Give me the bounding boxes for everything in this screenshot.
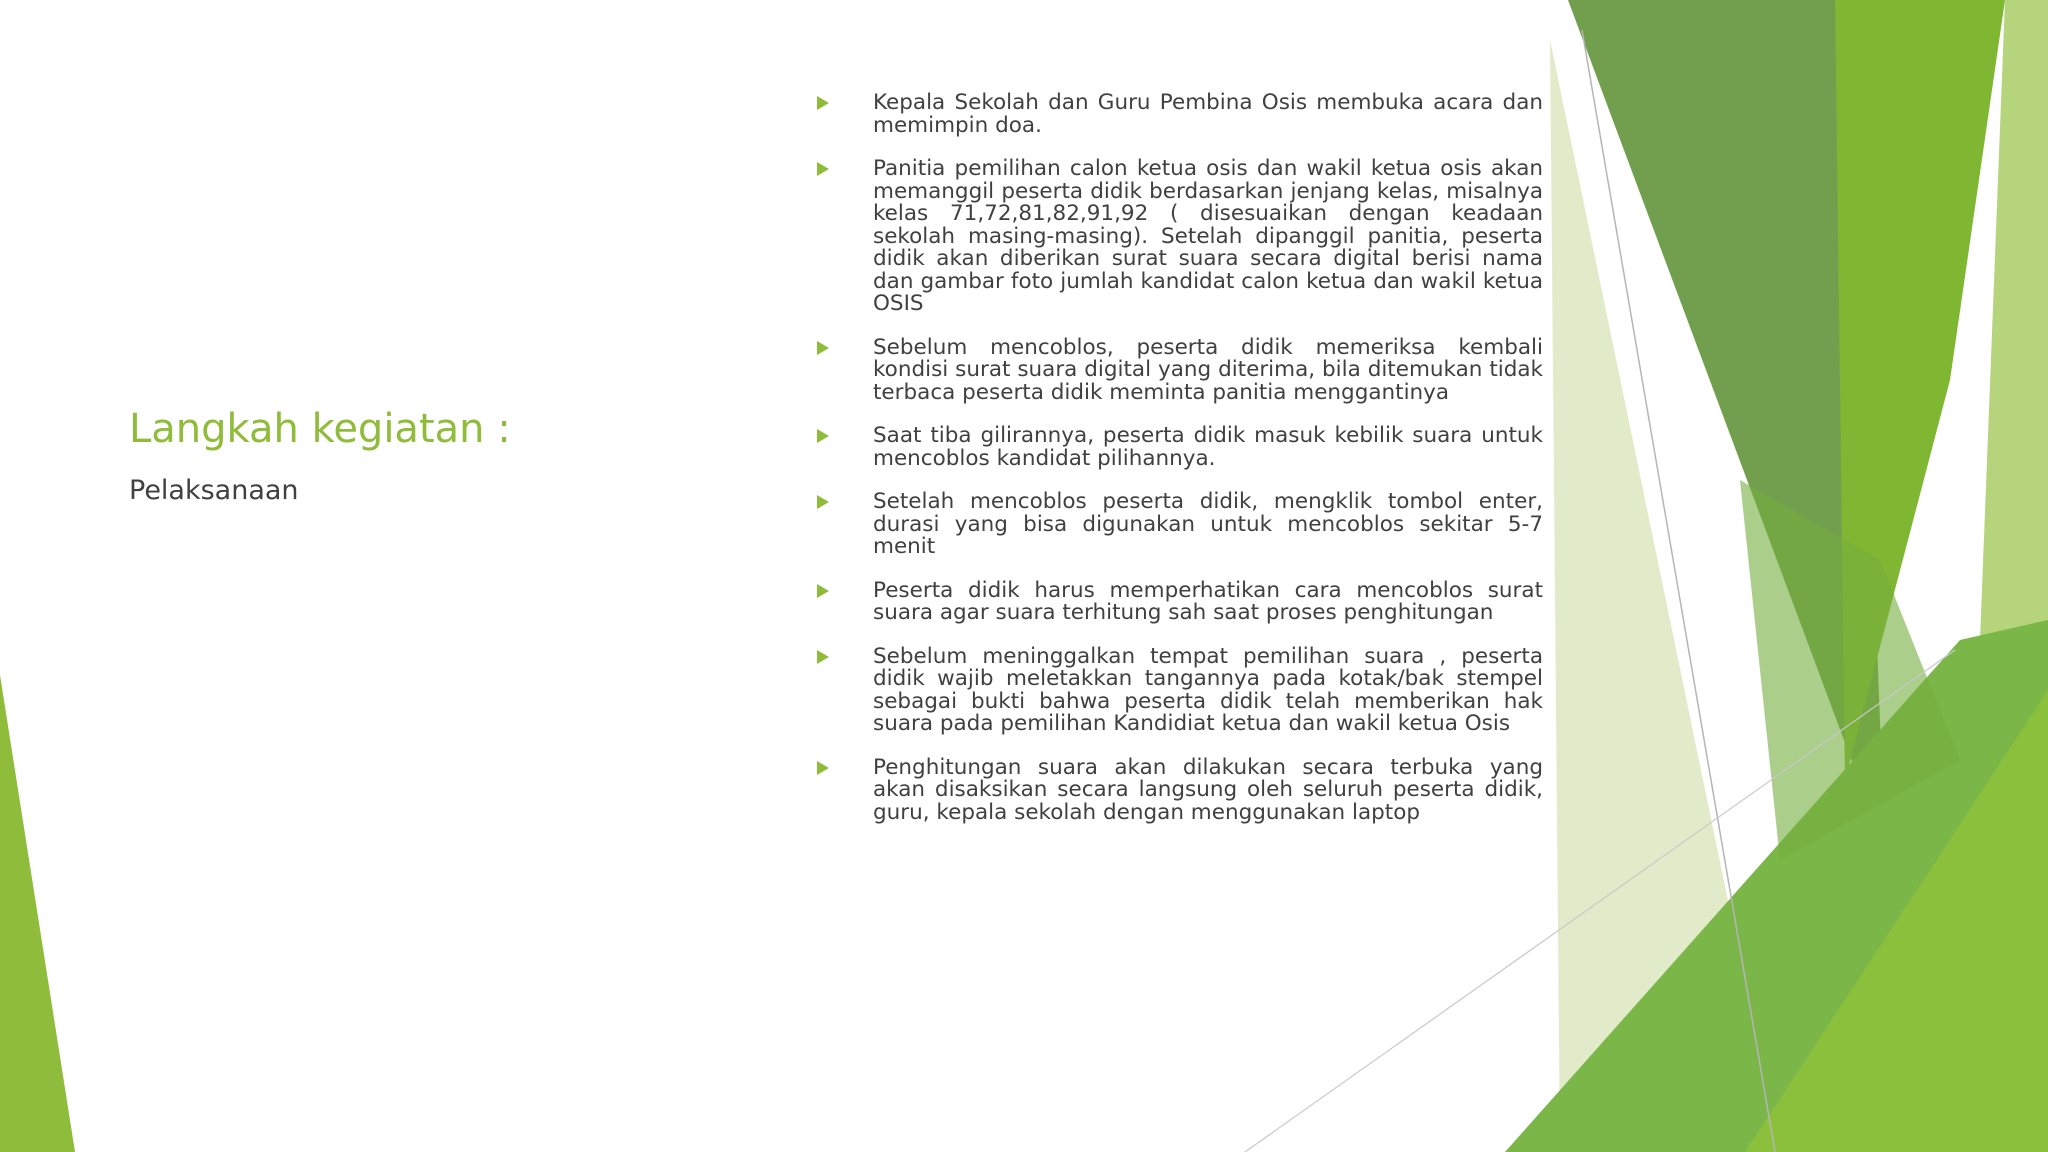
bullet-text: Saat tiba gilirannya, peserta didik masuk kebilik suara untuk mencoblos kandidat pilihannya. [873,423,1543,471]
triangle-right-icon [817,495,829,509]
bullet-text: Panitia pemilihan calon ketua osis dan wakil ketua osis akan memanggil peserta didik berdasarkan jenjang kelas, misalnya kelas 71,72,81,82,91,92 ( disesuaikan dengan keadaan sekolah masing-masing). Setelah dipanggil panitia, peserta didik akan diberikan surat suara secara digital berisi nama dan gambar foto jumlah kandidat calon ketua dan wakil ketua OSIS [873,156,1543,316]
title-block [129,405,729,507]
triangle-right-icon [817,650,829,664]
slide-subtitle: Pelaksanaan [129,475,299,506]
bullet-list [815,92,1543,845]
bullet-item [815,754,1543,825]
bullet-text: Setelah mencoblos peserta didik, mengklik tombol enter, durasi yang bisa digunakan untuk mencoblos sekitar 5-7 menit [873,489,1543,559]
triangle-right-icon [817,584,829,598]
bullet-text: Sebelum meninggalkan tempat pemilihan suara , peserta didik wajib meletakkan tangannya pada kotak/bak stempel sebagai bukti bahwa peserta didik telah memberikan hak suara pada pemilihan Kandidiat ketua dan wakil ketua Osis [873,643,1543,736]
triangle-right-icon [817,341,829,355]
bullet-item [815,334,1543,405]
bullet-item [815,643,1543,736]
triangle-right-icon [817,761,829,775]
slide-title: Langkah kegiatan : [129,406,511,452]
bullet-text: Kepala Sekolah dan Guru Pembina Osis membuka acara dan memimpin doa. [873,90,1543,138]
bullet-item [815,92,1543,137]
triangle-right-icon [817,96,829,110]
bullet-item [815,491,1543,559]
left-green-stripe [0,675,75,1152]
bullet-item [815,425,1543,470]
bullet-item [815,577,1543,625]
bullet-text: Peserta didik harus memperhatikan cara mencoblos surat suara agar suara terhitung sah saat proses penghitungan [873,577,1543,625]
bullet-text: Penghitungan suara akan dilakukan secara terbuka yang akan disaksikan secara langsung oleh seluruh peserta didik, guru, kepala sekolah dengan menggunakan laptop [873,754,1543,825]
bullet-text: Sebelum mencoblos, peserta didik memeriksa kembali kondisi surat suara digital yang diterima, bila ditemukan tidak terbaca peserta didik meminta panitia menggantinya [873,334,1543,405]
triangle-right-icon [817,162,829,176]
bullet-item [815,158,1543,316]
triangle-right-icon [817,429,829,443]
